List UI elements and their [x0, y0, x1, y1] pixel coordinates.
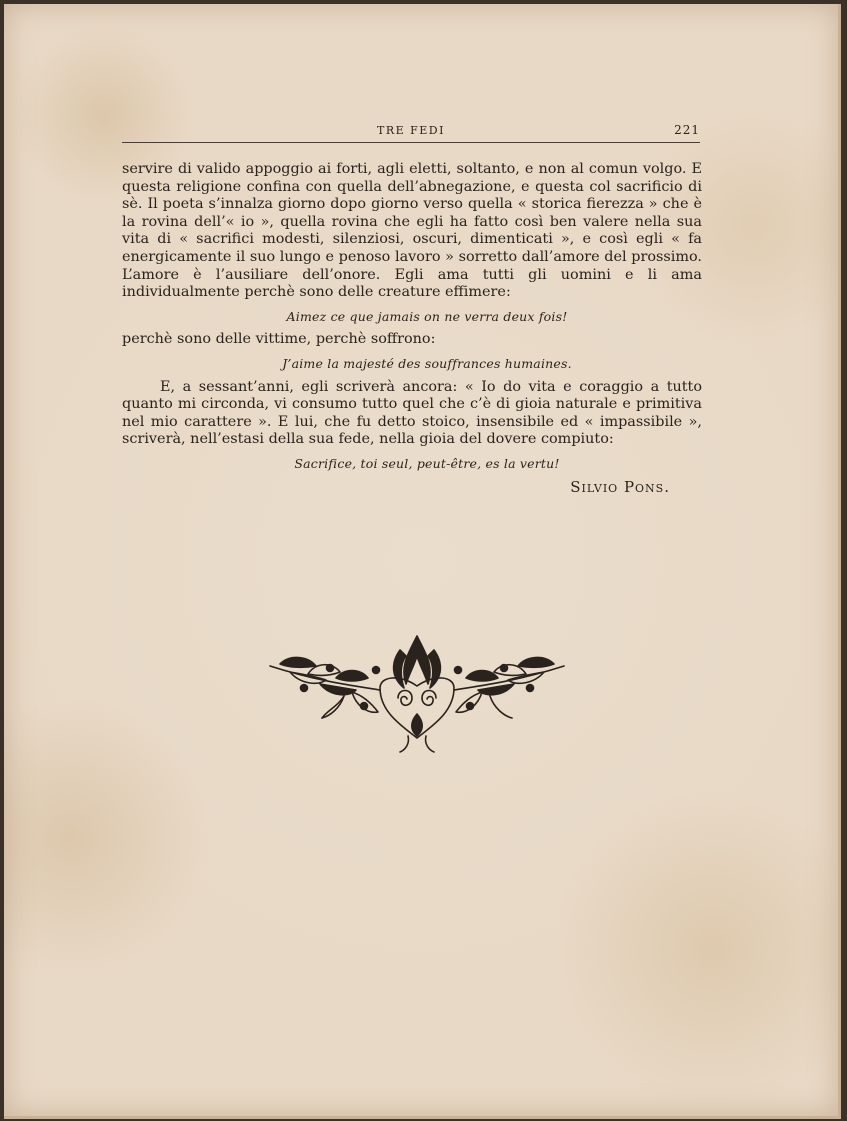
- paragraph: perchè sono delle vittime, perchè soffrono:: [122, 331, 436, 348]
- paragraph: servire di valido appoggio ai forti, agli eletti, soltanto, e non al comun volgo. E questa religione confina con quella dell’abnegazione, e questa col sacrificio di sè. Il poeta s’innalza giorno dopo giorno verso quella « storica fierezza » che è la rovina dell’« io », quella rovina che egli ha fatto così ben valere nella sua vita di « sacrifici modesti, silenziosi, oscuri, dimenticati », e così egli « fa energicamente il suo lungo e penoso lavoro » sorretto dall’amore del prossimo. L’amore è l’ausiliare dell’onore. Egli ama tutti gli uomini e li ama individualmente perchè sono delle creature effimere:: [122, 161, 702, 301]
- page-number: 221: [674, 123, 700, 137]
- author-signature: Silvio Pons.: [570, 477, 670, 496]
- book-page: [4, 4, 841, 1119]
- verse-quote: J’aime la majesté des souffrances humaines.: [282, 355, 572, 371]
- running-title: TRE FEDI: [377, 124, 445, 137]
- paragraph: E, a sessant’anni, egli scriverà ancora: « Io do vita e coraggio a tutto quanto mi circonda, vi consumo tutto quel che c’è di gioia naturale e primitiva nel mio carattere ». E lui, che fu detto stoico, insensibile ed « impassibile », scriverà, nell’estasi della sua fede, nella gioia del dovere compiuto:: [122, 378, 702, 448]
- verse-quote: Sacrifice, toi seul, peut-être, es la vertu!: [294, 455, 560, 471]
- floral-vignette-icon: [260, 626, 574, 756]
- body-text: [122, 161, 702, 496]
- running-head: [122, 122, 700, 143]
- verse-quote: Aimez ce que jamais on ne verra deux fois!: [286, 308, 568, 324]
